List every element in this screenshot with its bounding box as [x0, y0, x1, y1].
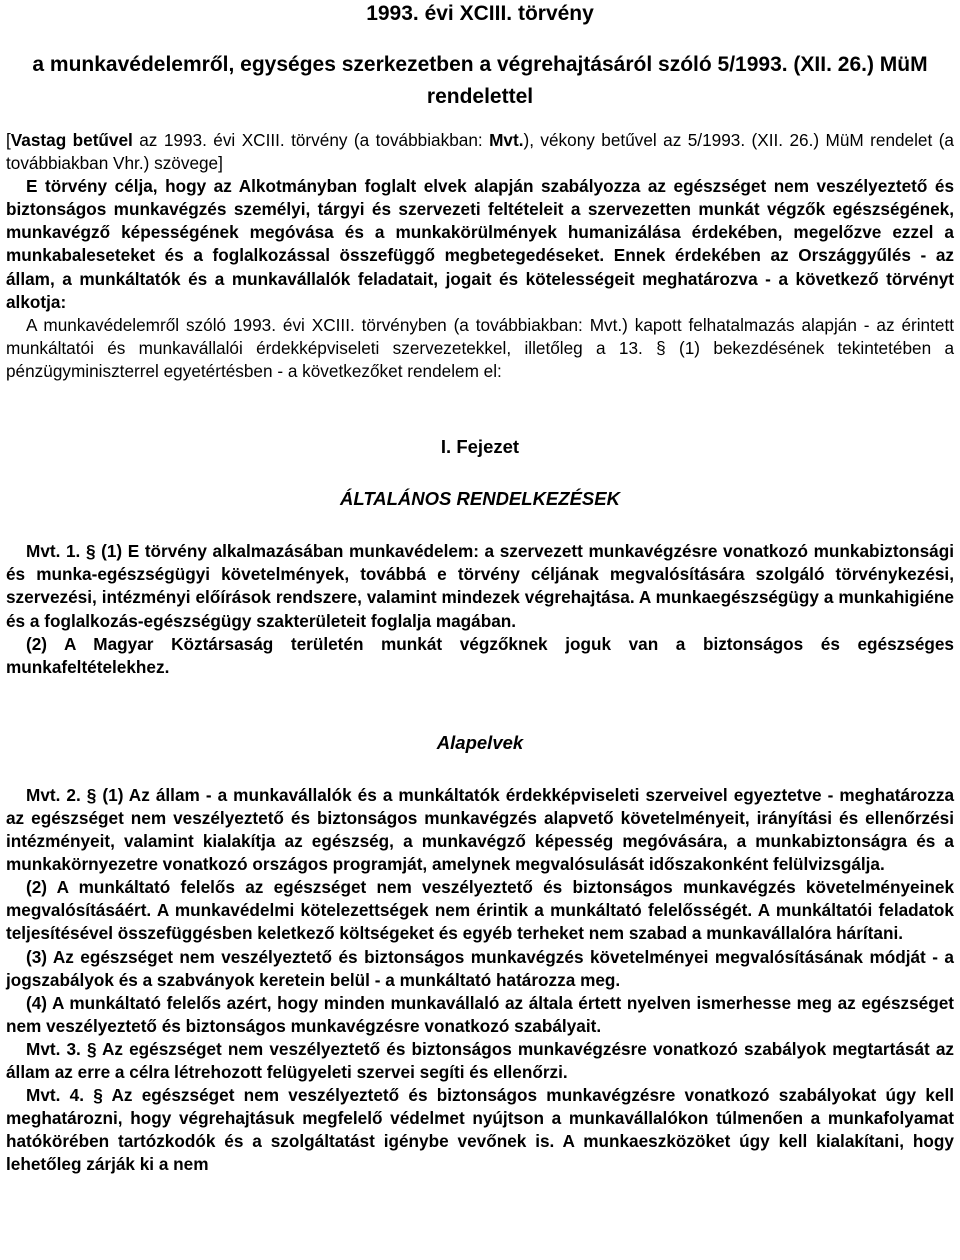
- section-1-sign: §: [85, 541, 96, 562]
- note-mvt-abbrev: Mvt.: [489, 130, 524, 150]
- section-3: [6, 1038, 954, 1084]
- section-3-sign: §: [86, 1038, 97, 1059]
- section-2-label: Mvt. 2.: [26, 784, 81, 805]
- section-1-paragraph-1: [6, 540, 954, 632]
- note-bold-label: Vastag betűvel: [10, 130, 133, 150]
- section-1-text-1: (1) E törvény alkalmazásában munkavédelem: a szervezett munkavégzésre vonatkozó munkabiztonsági és munka-egészségügyi követelmények, továbbá e törvény céljának megvalósítására szolgáló törvénykezési, szervezési, intézményi előírások rendszere, valamint mindezek végrehajtása. A munkaegészségügy a munkahigiéne és a foglalkozás-egészségügy szakterületeit foglalja magában.: [6, 541, 955, 631]
- section-2-paragraph-4: (4) A munkáltató felelős azért, hogy minden munkavállaló az általa értett nyelven ismerhesse meg az egészséget nem veszélyeztető és biztonságos munkavégzésre vonatkozó szabályait.: [6, 992, 954, 1036]
- section-2-sign: §: [86, 784, 97, 805]
- decree-preamble: A munkavédelemről szóló 1993. évi XCIII. törvényben (a továbbiakban: Mvt.) kapott felhatalmazás alapján - az érintett munkáltatói és munkavállalói érdekképviseleti szervezetekkel, illetőleg a 13. § (1) bekezdésének tekintetében a pénzügyminiszterrel egyetértésben - a következőket rendelem el:: [6, 314, 954, 381]
- section-4: [6, 1084, 954, 1176]
- chapter-number: I. Fejezet: [440, 436, 520, 458]
- note-prefix: [: [6, 130, 11, 150]
- section-4-text: Az egészséget nem veszélyeztető és biztonságos munkavégzésre vonatkozó szabályokat úgy kell meghatározni, hogy végrehajtásuk megfelelő védelmet nyújtson a munkavállalókon túlmenően a munkafolyamat hatókörében tartózkodók és a szolgáltatást igénybe vevőnek is. A munkaeszközöket úgy kell kialakítani, hogy lehetőleg zárják ki a nem: [6, 1085, 955, 1175]
- section-2-text-1: (1) Az állam - a munkavállalók és a munkáltatók érdekképviseleti szerveivel egyeztetve - meghatározza az egészséget nem veszélyeztető és biztonságos munkavégzés alapvető követelményeit, irányítási és ellenőrzési intézményeit, valamint kialakítja az egészség, a munkavégző képesség megóvására, a munkabiztonságra és a munkakörnyezetre vonatkozó országos programját, amelynek megvalósulását időszakonként felülvizsgálja.: [6, 784, 955, 875]
- note-text-2: ), vékony betűvel az 5/1993. (XII. 26.) MüM rendelet (a továbbiakban Vhr.) szövege]: [6, 130, 954, 174]
- section-4-label: Mvt. 4.: [26, 1085, 84, 1106]
- chapter-title: ÁLTALÁNOS RENDELKEZÉSEK: [340, 488, 620, 510]
- document-subtitle: a munkavédelemről, egységes szerkezetben a végrehajtásáról szóló 5/1993. (XII. 26.) MüM rendelettel: [32, 53, 928, 108]
- editorial-note: [6, 129, 954, 175]
- note-text-1: az 1993. évi XCIII. törvény (a továbbiakban:: [132, 130, 490, 150]
- law-preamble: E törvény célja, hogy az Alkotmányban foglalt elvek alapján szabályozza az egészséget nem veszélyeztető és biztonságos munkavégzés személyi, tárgyi és szervezeti feltételeit a szervezetten munkát végzők egészségének, munkavégző képességének megóvása és a munkakörülmények humanizálása érdekében, megelőzve ezzel a munkabaleseteket és a foglalkozással összefüggő megbetegedéseket. Ennek érdekében az Országgyűlés - az állam, a munkáltatók és a munkavállalók feladatait, jogait és kötelességeit meghatározva - a következő törvényt alkotja:: [6, 176, 954, 312]
- section-2-paragraph-1: [6, 784, 954, 876]
- section-1-label: Mvt. 1.: [26, 541, 81, 562]
- document-title: 1993. évi XCIII. törvény: [366, 2, 594, 25]
- section-2-paragraph-3: (3) Az egészséget nem veszélyeztető és biztonságos munkavégzés követelményei megvalósításának módját - a jogszabályok és a szabványok keretein belül - a munkáltató határozza meg.: [6, 946, 954, 990]
- section-2-paragraph-2: (2) A munkáltató felelős az egészséget nem veszélyeztető és biztonságos munkavégzés követelményeinek megvalósításáért. A munkavédelmi kötelezettségek nem érintik a munkáltató felelősségét. A munkáltatói feladatok teljesítésével összefüggésben keletkező költségeket és egyéb terheket nem szabad a munkavállalóra hárítani.: [6, 877, 954, 944]
- section-3-text: Az egészséget nem veszélyeztető és biztonságos munkavégzésre vonatkozó szabályok megtartását az állam az erre a célra létrehozott felügyeleti szervei segíti és ellenőrzi.: [6, 1038, 955, 1082]
- section-1-paragraph-2: (2) A Magyar Köztársaság területén munkát végzőknek joguk van a biztonságos és egészséges munkafeltételekhez.: [6, 633, 954, 677]
- section-4-sign: §: [93, 1085, 103, 1106]
- section-3-label: Mvt. 3.: [26, 1038, 81, 1059]
- subheading-principles: Alapelvek: [436, 731, 524, 753]
